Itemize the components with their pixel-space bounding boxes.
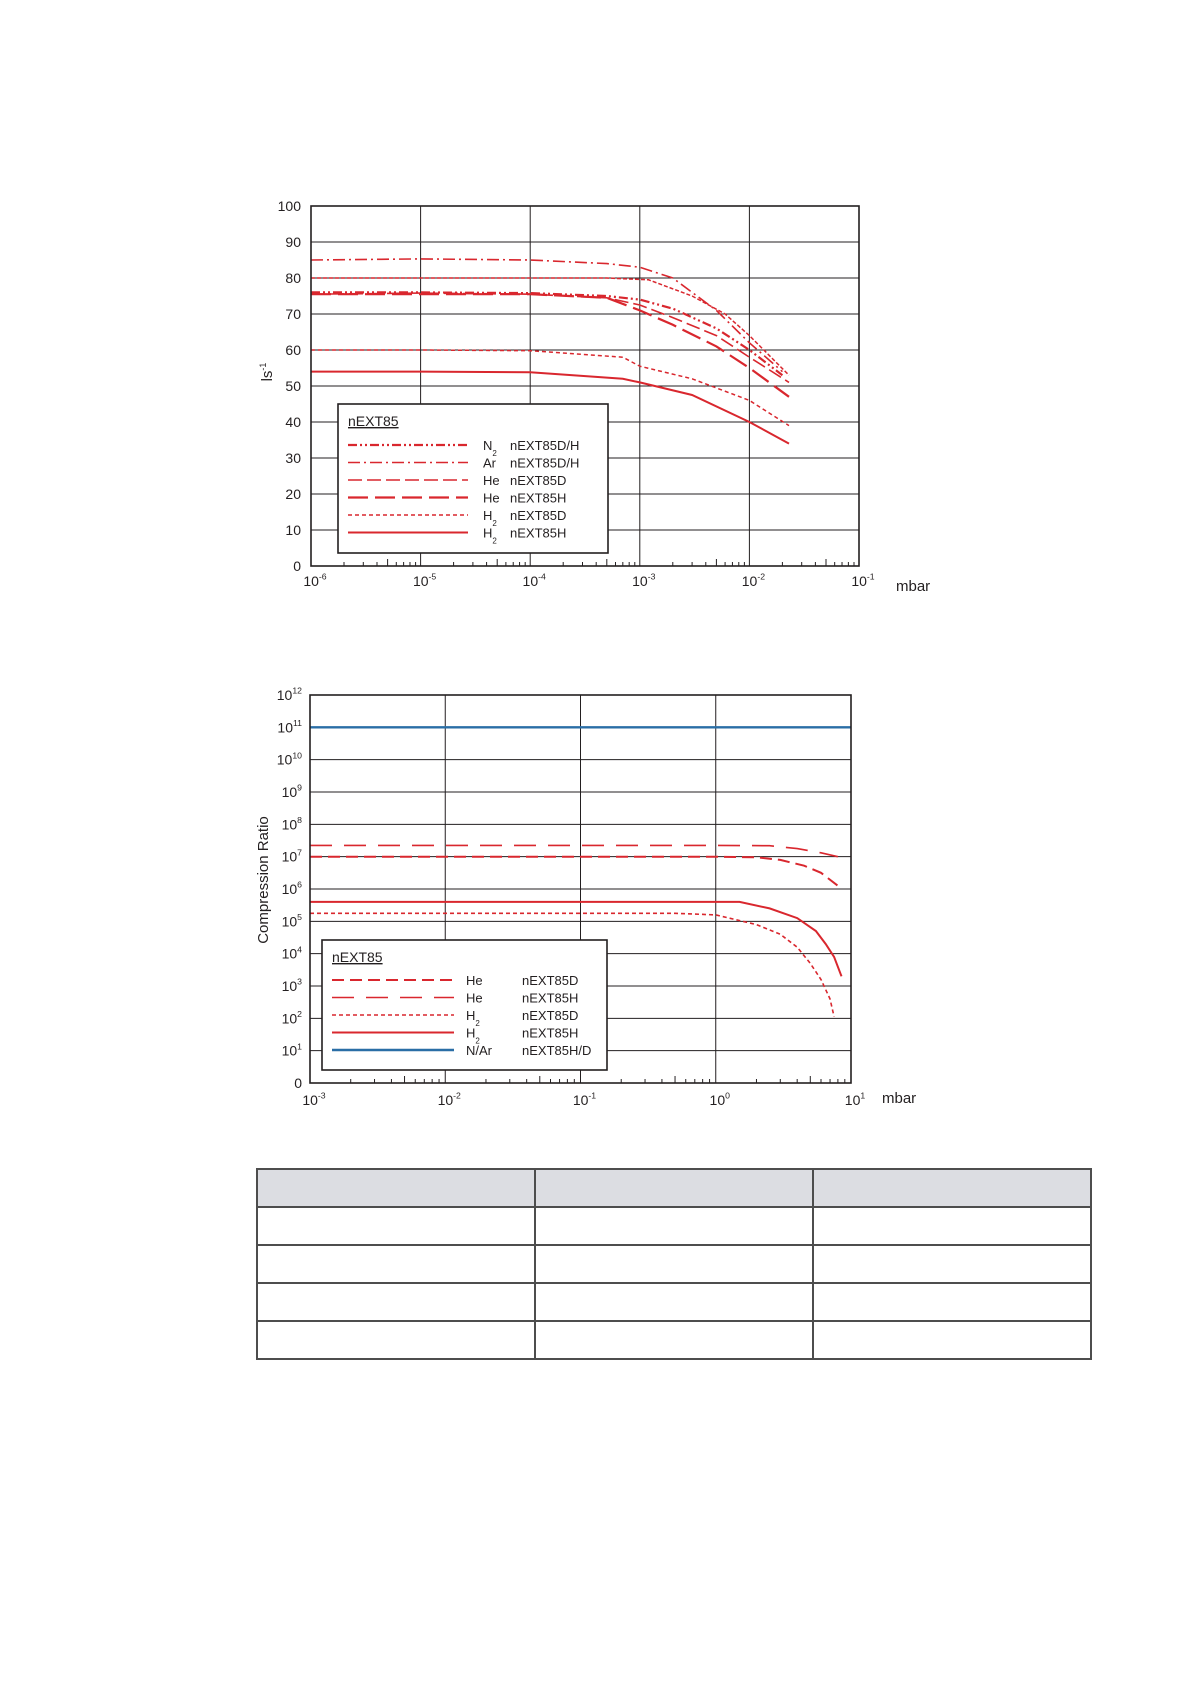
legend-model: nEXT85D <box>510 508 567 523</box>
data-table <box>256 1168 1092 1360</box>
table-header-cell <box>535 1169 813 1207</box>
legend-model: nEXT85H <box>522 990 579 1006</box>
legend-title: nEXT85 <box>332 949 383 965</box>
legend-gas: $H_2$ <box>483 508 497 528</box>
table-cell <box>535 1207 813 1245</box>
compression-ratio-y-axis-label: Compression Ratio <box>255 816 272 944</box>
compression-ratio-y-ticks <box>277 686 302 1091</box>
y-tick-label: $10^{11}$ <box>277 718 302 736</box>
legend-gas: He <box>483 490 500 506</box>
series-line <box>310 845 838 856</box>
table-cell <box>257 1207 535 1245</box>
compression-ratio-x-ticks <box>302 1091 865 1108</box>
y-tick-label: $10^5$ <box>281 912 302 930</box>
legend-model: nEXT85D <box>510 473 567 488</box>
y-tick-label: $10^8$ <box>281 815 302 833</box>
table-cell <box>813 1321 1091 1359</box>
y-tick-label: 20 <box>285 486 301 502</box>
legend-gas: $H_2$ <box>466 1008 480 1028</box>
legend-gas: He <box>466 990 483 1006</box>
legend-gas: $H_2$ <box>466 1025 480 1046</box>
x-tick-label: $10^{-2}$ <box>437 1090 461 1108</box>
legend-model: nEXT85H <box>510 525 567 541</box>
legend-gas: He <box>466 973 483 988</box>
legend-model: nEXT85H/D <box>522 1043 592 1058</box>
series-line <box>310 857 838 886</box>
legend-model: nEXT85H <box>510 490 567 506</box>
x-tick-label: $10^{-2}$ <box>741 571 766 589</box>
table-row <box>257 1207 1091 1245</box>
table-header-cell <box>813 1169 1091 1207</box>
y-tick-label: 80 <box>285 270 301 286</box>
y-tick-label: 0 <box>293 558 301 574</box>
y-tick-label: 30 <box>285 450 301 466</box>
table-row <box>257 1283 1091 1321</box>
pumping-speed-x-unit: mbar <box>896 578 931 595</box>
x-tick-label: $10^{-4}$ <box>522 571 546 589</box>
legend-model: nEXT85D/H <box>510 438 580 453</box>
y-tick-label: $10^4$ <box>281 944 302 962</box>
x-tick-label: $10^0$ <box>709 1090 730 1108</box>
y-tick-label: 60 <box>285 342 301 358</box>
table-cell <box>535 1245 813 1283</box>
compression-ratio-legend <box>322 940 607 1070</box>
y-tick-label: 100 <box>277 198 301 214</box>
legend-model: nEXT85H <box>522 1025 579 1041</box>
table-cell <box>813 1245 1091 1283</box>
y-tick-label: 0 <box>294 1075 302 1091</box>
legend-gas: $N_2$ <box>483 438 497 458</box>
x-tick-label: $10^{-5}$ <box>412 571 437 589</box>
legend-model: nEXT85D/H <box>510 455 580 471</box>
legend-model: nEXT85D <box>522 973 579 988</box>
table-cell <box>813 1283 1091 1321</box>
x-tick-label: $10^{-1}$ <box>851 571 875 589</box>
table-row <box>257 1245 1091 1283</box>
table-header-cell <box>257 1169 535 1207</box>
compression-ratio-x-unit: mbar <box>882 1090 917 1107</box>
table-cell <box>257 1245 535 1283</box>
legend-gas: Ar <box>483 455 496 471</box>
table-cell <box>813 1207 1091 1245</box>
legend-gas: N/Ar <box>466 1043 492 1058</box>
legend-gas: $H_2$ <box>483 525 497 546</box>
y-tick-label: $10^9$ <box>281 782 302 800</box>
y-tick-label: $10^1$ <box>281 1041 302 1059</box>
x-tick-label: $10^{-3}$ <box>632 571 656 589</box>
x-tick-label: $10^{-1}$ <box>572 1090 597 1108</box>
y-tick-label: $10^{12}$ <box>276 685 302 703</box>
pumping-speed-y-axis-label: $ls^{-1}$ <box>258 362 276 382</box>
y-tick-label: $10^6$ <box>281 879 302 897</box>
table-cell <box>257 1321 535 1359</box>
x-tick-label: $10^1$ <box>844 1090 866 1108</box>
x-tick-label: $10^{-6}$ <box>303 571 327 589</box>
table-cell <box>257 1283 535 1321</box>
legend-gas: He <box>483 473 500 488</box>
y-tick-label: 70 <box>285 306 301 322</box>
legend-title: nEXT85 <box>348 413 399 429</box>
y-tick-label: $10^3$ <box>281 976 302 994</box>
y-tick-label: $10^2$ <box>281 1009 302 1027</box>
table-cell <box>535 1283 813 1321</box>
table-row <box>257 1321 1091 1359</box>
y-tick-label: 50 <box>285 378 301 394</box>
y-tick-label: 10 <box>285 522 301 538</box>
x-tick-label: $10^{-3}$ <box>302 1090 326 1108</box>
table-cell <box>535 1321 813 1359</box>
y-tick-label: $10^7$ <box>281 847 302 865</box>
y-tick-label: $10^{10}$ <box>276 750 302 768</box>
y-tick-label: 40 <box>285 414 301 430</box>
table-header-row <box>257 1169 1091 1207</box>
legend-model: nEXT85D <box>522 1008 579 1023</box>
y-tick-label: 90 <box>285 234 301 250</box>
